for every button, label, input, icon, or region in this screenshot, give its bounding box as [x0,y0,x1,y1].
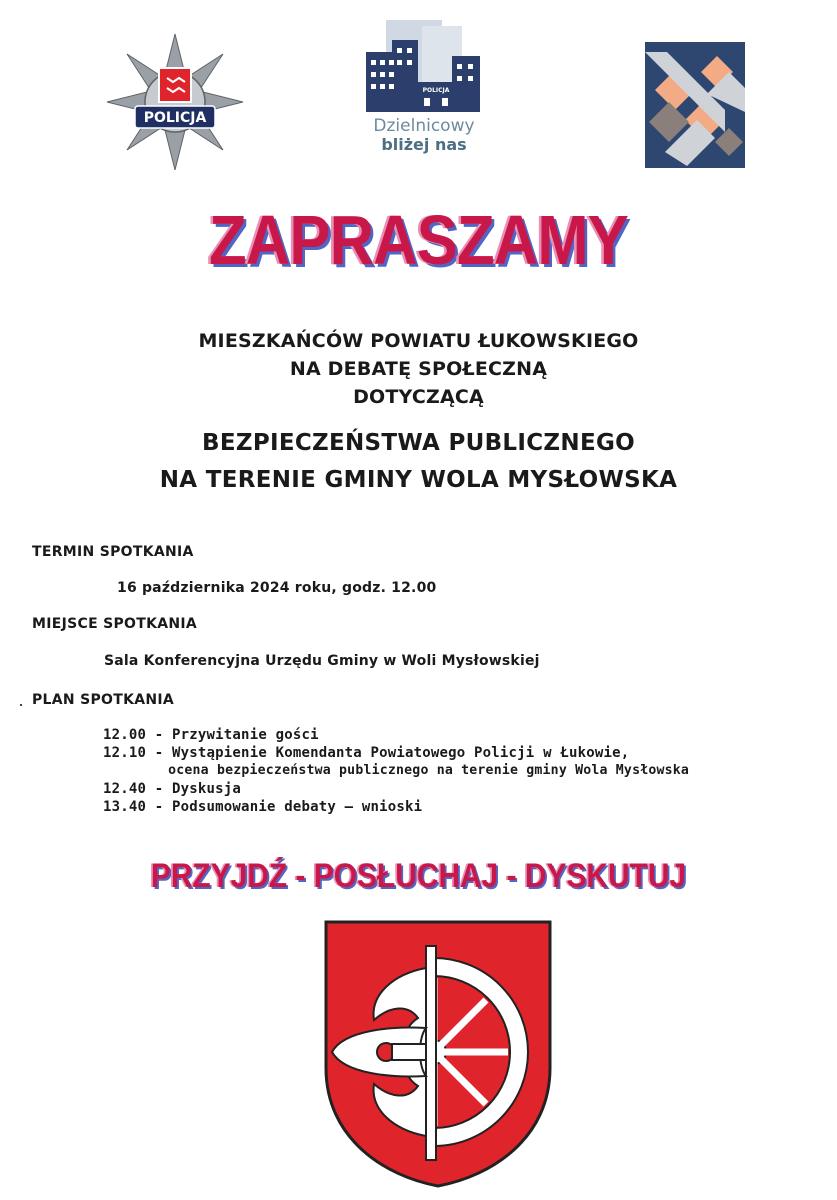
place-value: Sala Konferencyjna Urzędu Gminy w Woli Mysłowskiej [104,653,540,669]
topic-line-2: NA TERENIE GMINY WOLA MYSŁOWSKA [159,467,678,493]
plan-item: ocena bezpieczeństwa publicznego na terenie gminy Wola Mysłowska [103,763,690,778]
slogan: PRZYJDŹ - POSŁUCHAJ - DYSKUTUJ [150,857,687,895]
scan-speck [20,704,22,706]
topic-line-1: BEZPIECZEŃSTWA PUBLICZNEGO [202,430,635,456]
plan-item: 13.40 - Podsumowanie debaty – wnioski [103,799,423,815]
invite-line-3: DOTYCZĄCĄ [353,386,484,408]
police-label: POLICJA [143,110,207,126]
invite-line-1: MIESZKAŃCÓW POWIATU ŁUKOWSKIEGO [198,330,639,352]
headline: ZAPRASZAMY [209,201,628,279]
building-sign: POLICJA [422,87,450,94]
police-star-icon [105,30,245,170]
dzielnicowy-subtitle: bliżej nas [381,135,467,154]
place-label: MIEJSCE SPOTKANIA [32,616,198,632]
plan-item: 12.00 - Przywitanie gości [103,727,319,743]
plan-item: 12.40 - Dyskusja [103,781,242,797]
invite-line-2: NA DEBATĘ SPOŁECZNĄ [289,358,548,380]
gmina-coat-of-arms-icon [322,918,554,1190]
plan-item: 12.10 - Wystąpienie Komendanta Powiatowego Policji w Łukowie, [103,745,630,761]
woven-tiles-icon [645,42,745,168]
plan-label: PLAN SPOTKANIA [32,692,175,708]
term-value: 16 października 2024 roku, godz. 12.00 [117,580,437,596]
dzielnicowy-title: Dzielnicowy [373,116,475,136]
term-label: TERMIN SPOTKANIA [32,544,194,560]
